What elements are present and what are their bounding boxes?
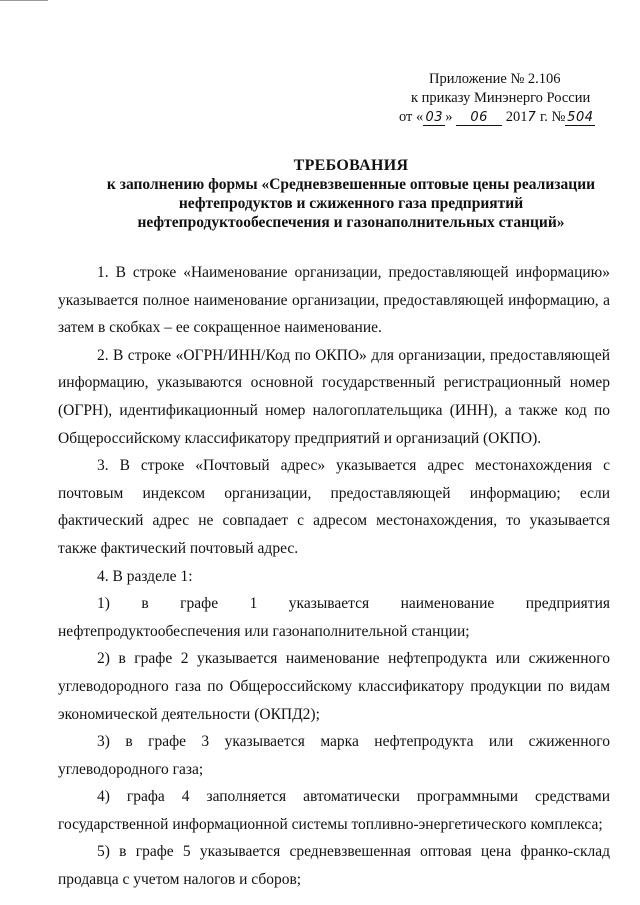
list-item-1: 1) в графе 1 указывается наименование предприятия нефтепродуктообеспечения или газонаполнительной станции; [58, 595, 610, 640]
order-number: 504 [567, 110, 594, 125]
appendix-order-date [388, 108, 613, 127]
corner-line [0, 0, 48, 1]
list-item-5: 5) в графе 5 указывается средневзвешенная оптовая цена франко-склад продавца с учетом налогов и сборов; [58, 843, 610, 889]
list-item-2: 2) в графе 2 указывается наименование нефтепродукта или сжиженного углеводородного газа по Общероссийскому классификатору продукции по видам экономической деятельности (ОКПД2); [58, 650, 610, 723]
title-main: ТРЕБОВАНИЯ [293, 157, 409, 174]
date-day: 03 [423, 110, 445, 126]
date-year-digit: 7 [527, 110, 537, 125]
appendix-number: Приложение № 2.106 [429, 71, 561, 87]
title-sub-3: нефтепродуктообеспечения и газонаполнительных станций» [137, 214, 565, 231]
document-body [58, 259, 610, 894]
title-sub-2: нефтепродуктов и сжиженного газа предприятий [178, 195, 524, 212]
appendix-order-ref: к приказу Минэнерго России [411, 90, 591, 106]
paragraph-2: 2. В строке «ОГРН/ИНН/Код по ОКПО» для организации, предоставляющей информацию, указываются основной государственный регистрационный номер (ОГРН), идентификационный номер налогоплательщика (ИНН), а также код по Общероссийскому классификатору предприятий и организаций (ОКПО). [58, 346, 610, 447]
paragraph-3: 3. В строке «Почтовый адрес» указывается адрес местонахождения с почтовым индексом организации, предоставляющей информацию; если фактический адрес не совпадает с адресом местонахождения, то указывается также фактический почтовый адрес. [58, 457, 610, 557]
date-mid: » [445, 109, 453, 125]
list-item-4: 4) графа 4 заполняется автоматически программными средствами государственной информационной системы топливно-энергетического комплекса; [58, 788, 610, 833]
date-month: 06 [456, 110, 502, 126]
paragraph-4: 4. В разделе 1: [97, 567, 193, 585]
document-title [96, 156, 606, 232]
paragraph-1: 1. В строке «Наименование организации, предоставляющей информацию» указывается полное наименование организации, предоставляющей информацию, а затем в скобках – ее сокращенное наименование. [58, 264, 610, 337]
list-item-3: 3) в графе 3 указывается марка нефтепродукта или сжиженного углеводородного газа; [58, 733, 610, 778]
order-number-label: г. № [536, 109, 566, 125]
date-prefix: от « [399, 109, 424, 125]
appendix-header [388, 70, 613, 127]
title-sub-1: к заполнению формы «Средневзвешенные оптовые цены реализации [106, 176, 596, 193]
date-year-prefix: 201 [505, 109, 528, 125]
